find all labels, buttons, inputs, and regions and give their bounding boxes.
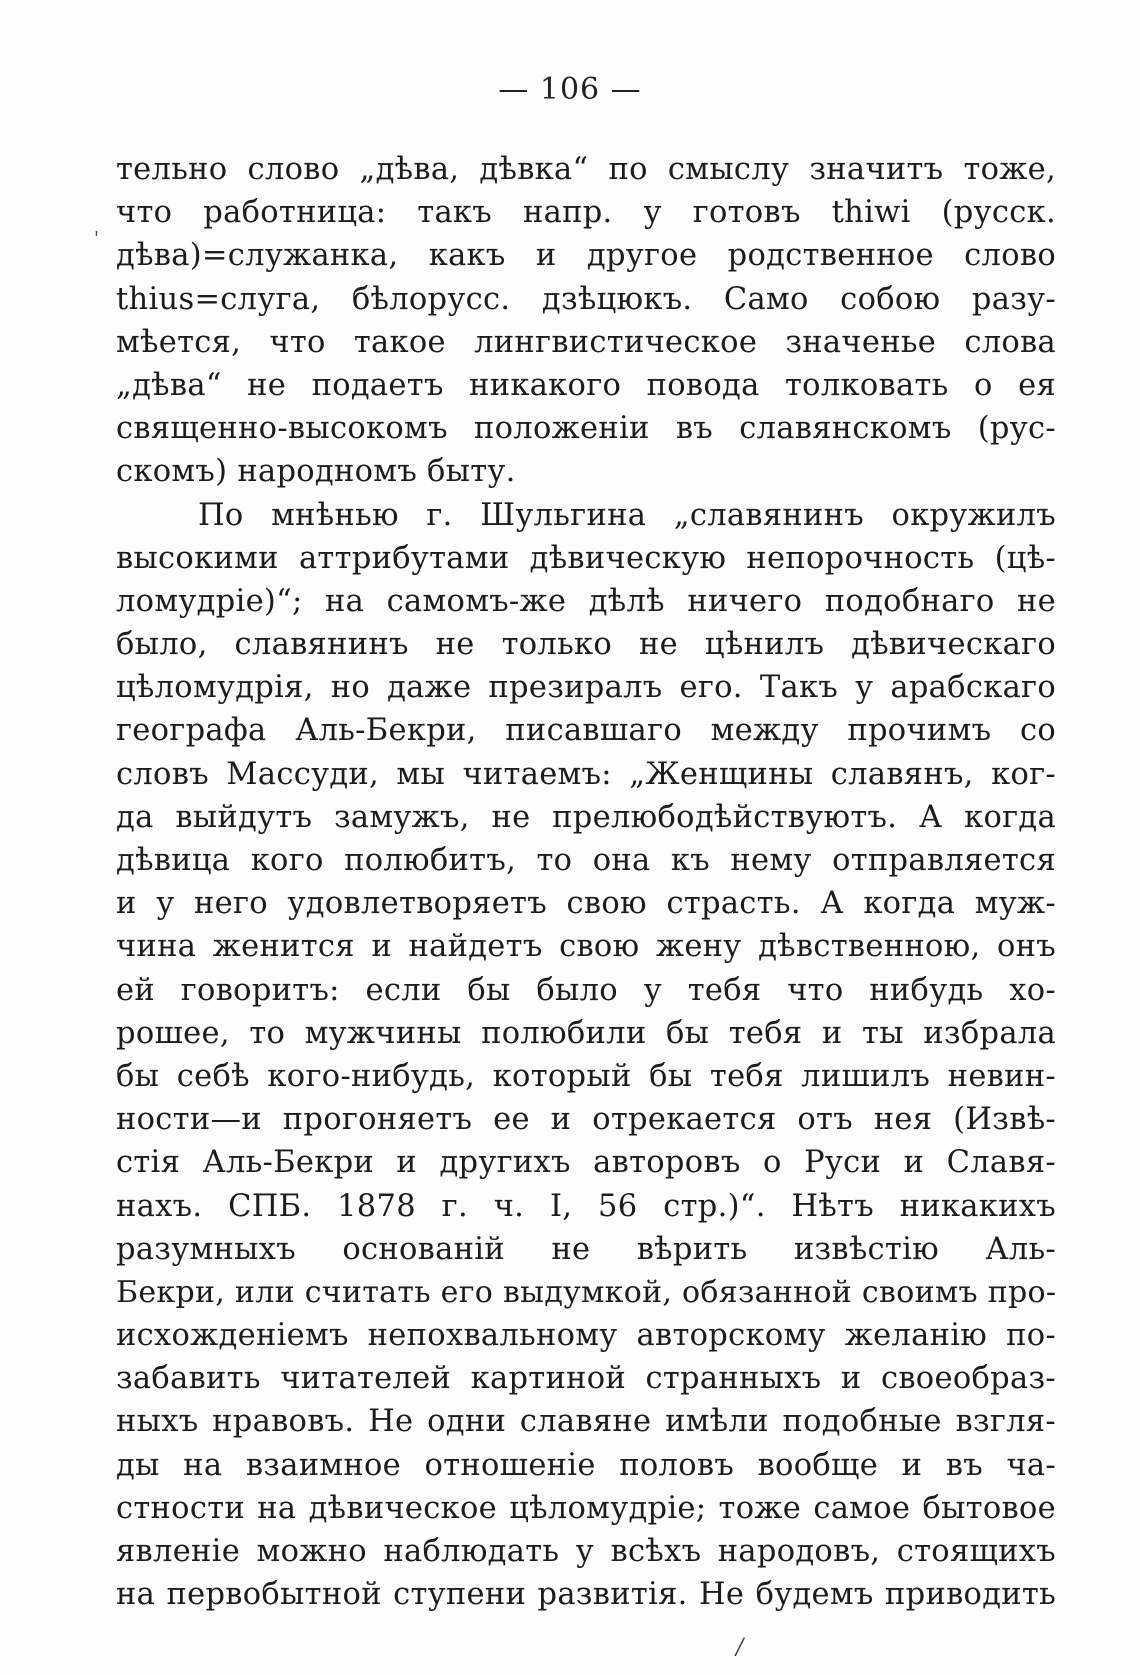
text-line: явленіе можно наблюдать у всѣхъ народовъ, стоящихъ bbox=[116, 1534, 1056, 1569]
text-line: По мнѣнью г. Шульгина „славянинъ окружилъ bbox=[198, 497, 1056, 533]
text-line: „дѣва“ не подаетъ никакого повода толковать о ея bbox=[116, 367, 1056, 403]
text-line: чина женится и найдетъ свою жену дѣвственною, онъ bbox=[116, 929, 1056, 965]
text-line: дѣва)=служанка, какъ и другое родственное слово bbox=[116, 238, 1056, 274]
text-line: тельно слово „дѣва, дѣвка“ по смыслу значитъ тоже, bbox=[116, 152, 1056, 187]
text-line: ей говоритъ: если бы было у тебя что нибудь хо- bbox=[116, 972, 1056, 1008]
text-line: было, славянинъ не только не цѣнилъ дѣвическаго bbox=[116, 627, 1056, 663]
text-line: скомъ) народномъ быту. bbox=[116, 454, 516, 490]
text-line: цѣломудрія, но даже презиралъ его. Такъ у арабскаго bbox=[116, 670, 1056, 706]
text-line: высокими аттрибутами дѣвическую непорочность (цѣ- bbox=[116, 540, 1056, 576]
text-line: бы себѣ кого-нибудь, который бы тебя лишилъ невин- bbox=[116, 1058, 1056, 1094]
text-line: стности на дѣвическое цѣломудріе; тоже самое бытовое bbox=[116, 1490, 1056, 1526]
text-line: на первобытной ступени развитія. Не будемъ приводить bbox=[116, 1577, 1056, 1613]
text-line: Бекри, или считать его выдумкой, обязанной своимъ про- bbox=[116, 1274, 1057, 1310]
text-line: thius=слуга, бѣлорусс. дзѣцюкъ. Само собою разу- bbox=[116, 281, 1056, 317]
text-line: исхожденіемъ непохвальному авторскому желанію по- bbox=[116, 1318, 1056, 1354]
text-line: стія Аль-Бекри и другихъ авторовъ о Руси и Славя- bbox=[116, 1145, 1056, 1181]
bottom-mark: / bbox=[736, 1635, 744, 1660]
text-line: ныхъ нравовъ. Не одни славяне имѣли подобные взгля- bbox=[116, 1404, 1056, 1440]
text-line: забавить читателей картиной странныхъ и своеобраз- bbox=[116, 1361, 1056, 1397]
text-line: нахъ. СПБ. 1878 г. ч. I, 56 стр.)“. Нѣтъ никакихъ bbox=[116, 1188, 1056, 1224]
text-line: ды на взаимное отношеніе половъ вообще и въ ча- bbox=[116, 1447, 1056, 1483]
text-line: ности—и прогоняетъ ее и отрекается отъ нея (Извѣ- bbox=[116, 1102, 1056, 1138]
paragraph bbox=[116, 148, 1056, 494]
page-number: — 106 — bbox=[498, 72, 642, 107]
paragraph bbox=[116, 494, 1056, 1617]
text-line: ломудріе)“; на самомъ-же дѣлѣ ничего подобнаго не bbox=[116, 583, 1056, 619]
text-line: географа Аль-Бекри, писавшаго между прочимъ со bbox=[116, 713, 1056, 749]
text-line: да выйдутъ замужъ, не прелюбодѣйствуютъ. А когда bbox=[116, 799, 1056, 835]
text-line: дѣвица кого полюбитъ, то она къ нему отправляется bbox=[116, 843, 1056, 878]
text-line: священно-высокомъ положеніи въ славянскомъ (рус- bbox=[116, 411, 1056, 447]
text-line: мѣется, что такое лингвистическое значенье слова bbox=[116, 324, 1056, 360]
text-line: рошее, то мужчины полюбили бы тебя и ты избрала bbox=[116, 1015, 1056, 1051]
text-line: разумныхъ основаній не вѣрить извѣстію Аль- bbox=[116, 1231, 1056, 1267]
margin-mark: ' bbox=[94, 228, 99, 249]
body-text bbox=[116, 148, 1056, 1616]
text-line: словъ Массуди, мы читаемъ: „Женщины славянъ, ког- bbox=[116, 756, 1056, 792]
text-line: что работница: такъ напр. у готовъ thiwi (русск. bbox=[116, 195, 1056, 231]
text-line: и у него удовлетворяетъ свою страсть. А когда муж- bbox=[116, 886, 1056, 922]
